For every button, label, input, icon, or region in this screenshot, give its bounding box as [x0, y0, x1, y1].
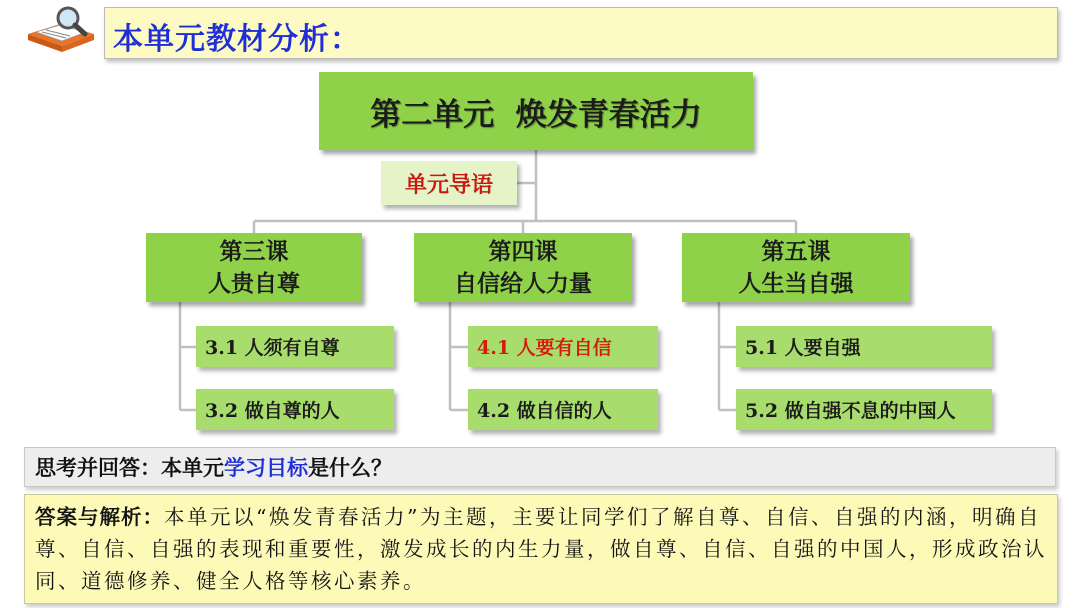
- question-suffix: 是什么？: [308, 456, 392, 480]
- unit-title-box: [319, 72, 753, 150]
- question-prefix: 思考并回答：本单元: [35, 456, 224, 480]
- lesson-name: 人贵自尊: [208, 269, 300, 297]
- question-highlight: 学习目标: [224, 456, 308, 480]
- topic-label: 5.2 做自强不息的中国人: [745, 400, 956, 422]
- unit-guide-label: 单元导语: [404, 171, 493, 198]
- topic-label: 4.2 做自信的人: [477, 400, 612, 422]
- answer-label: 答案与解析：: [35, 505, 164, 529]
- unit-title: 第二单元 焕发青春活力: [370, 96, 702, 133]
- topic-box-3-1: [196, 326, 394, 367]
- lesson-number: 第四课: [488, 237, 558, 265]
- topic-box-5-2: [736, 389, 992, 430]
- topic-label: 3.2 做自尊的人: [205, 400, 340, 422]
- unit-guide-box: [381, 161, 517, 205]
- topic-label: 3.1 人须有自尊: [205, 337, 340, 359]
- lesson-name: 人生当自强: [738, 269, 854, 297]
- lesson-box-4: [414, 233, 632, 302]
- lesson-name: 自信给人力量: [454, 269, 592, 297]
- topic-label: 5.1 人要自强: [745, 337, 861, 359]
- topic-box-4-1: [468, 326, 658, 367]
- topic-box-4-2: [468, 389, 658, 430]
- magnifier-document-icon: [22, 4, 100, 54]
- answer-box: [24, 494, 1058, 604]
- topic-label: 4.1 人要有自信: [477, 337, 612, 359]
- topic-box-3-2: [196, 389, 394, 430]
- lesson-number: 第五课: [761, 237, 831, 265]
- topic-box-5-1: [736, 326, 992, 367]
- lesson-box-3: [146, 233, 362, 302]
- question-bar: [24, 447, 1056, 487]
- header-bar: [104, 7, 1058, 59]
- lesson-number: 第三课: [219, 237, 289, 265]
- lesson-box-5: [682, 233, 910, 302]
- answer-text: 本单元以“焕发青春活力”为主题，主要让同学们了解自尊、自信、自强的内涵，明确自尊、自信、自强的表现和重要性，激发成长的内生力量，做自尊、自信、自强的中国人，形成政治认同、道德修养、健全人格等核心素养。: [35, 505, 1047, 593]
- page-title: 本单元教材分析：: [113, 22, 361, 57]
